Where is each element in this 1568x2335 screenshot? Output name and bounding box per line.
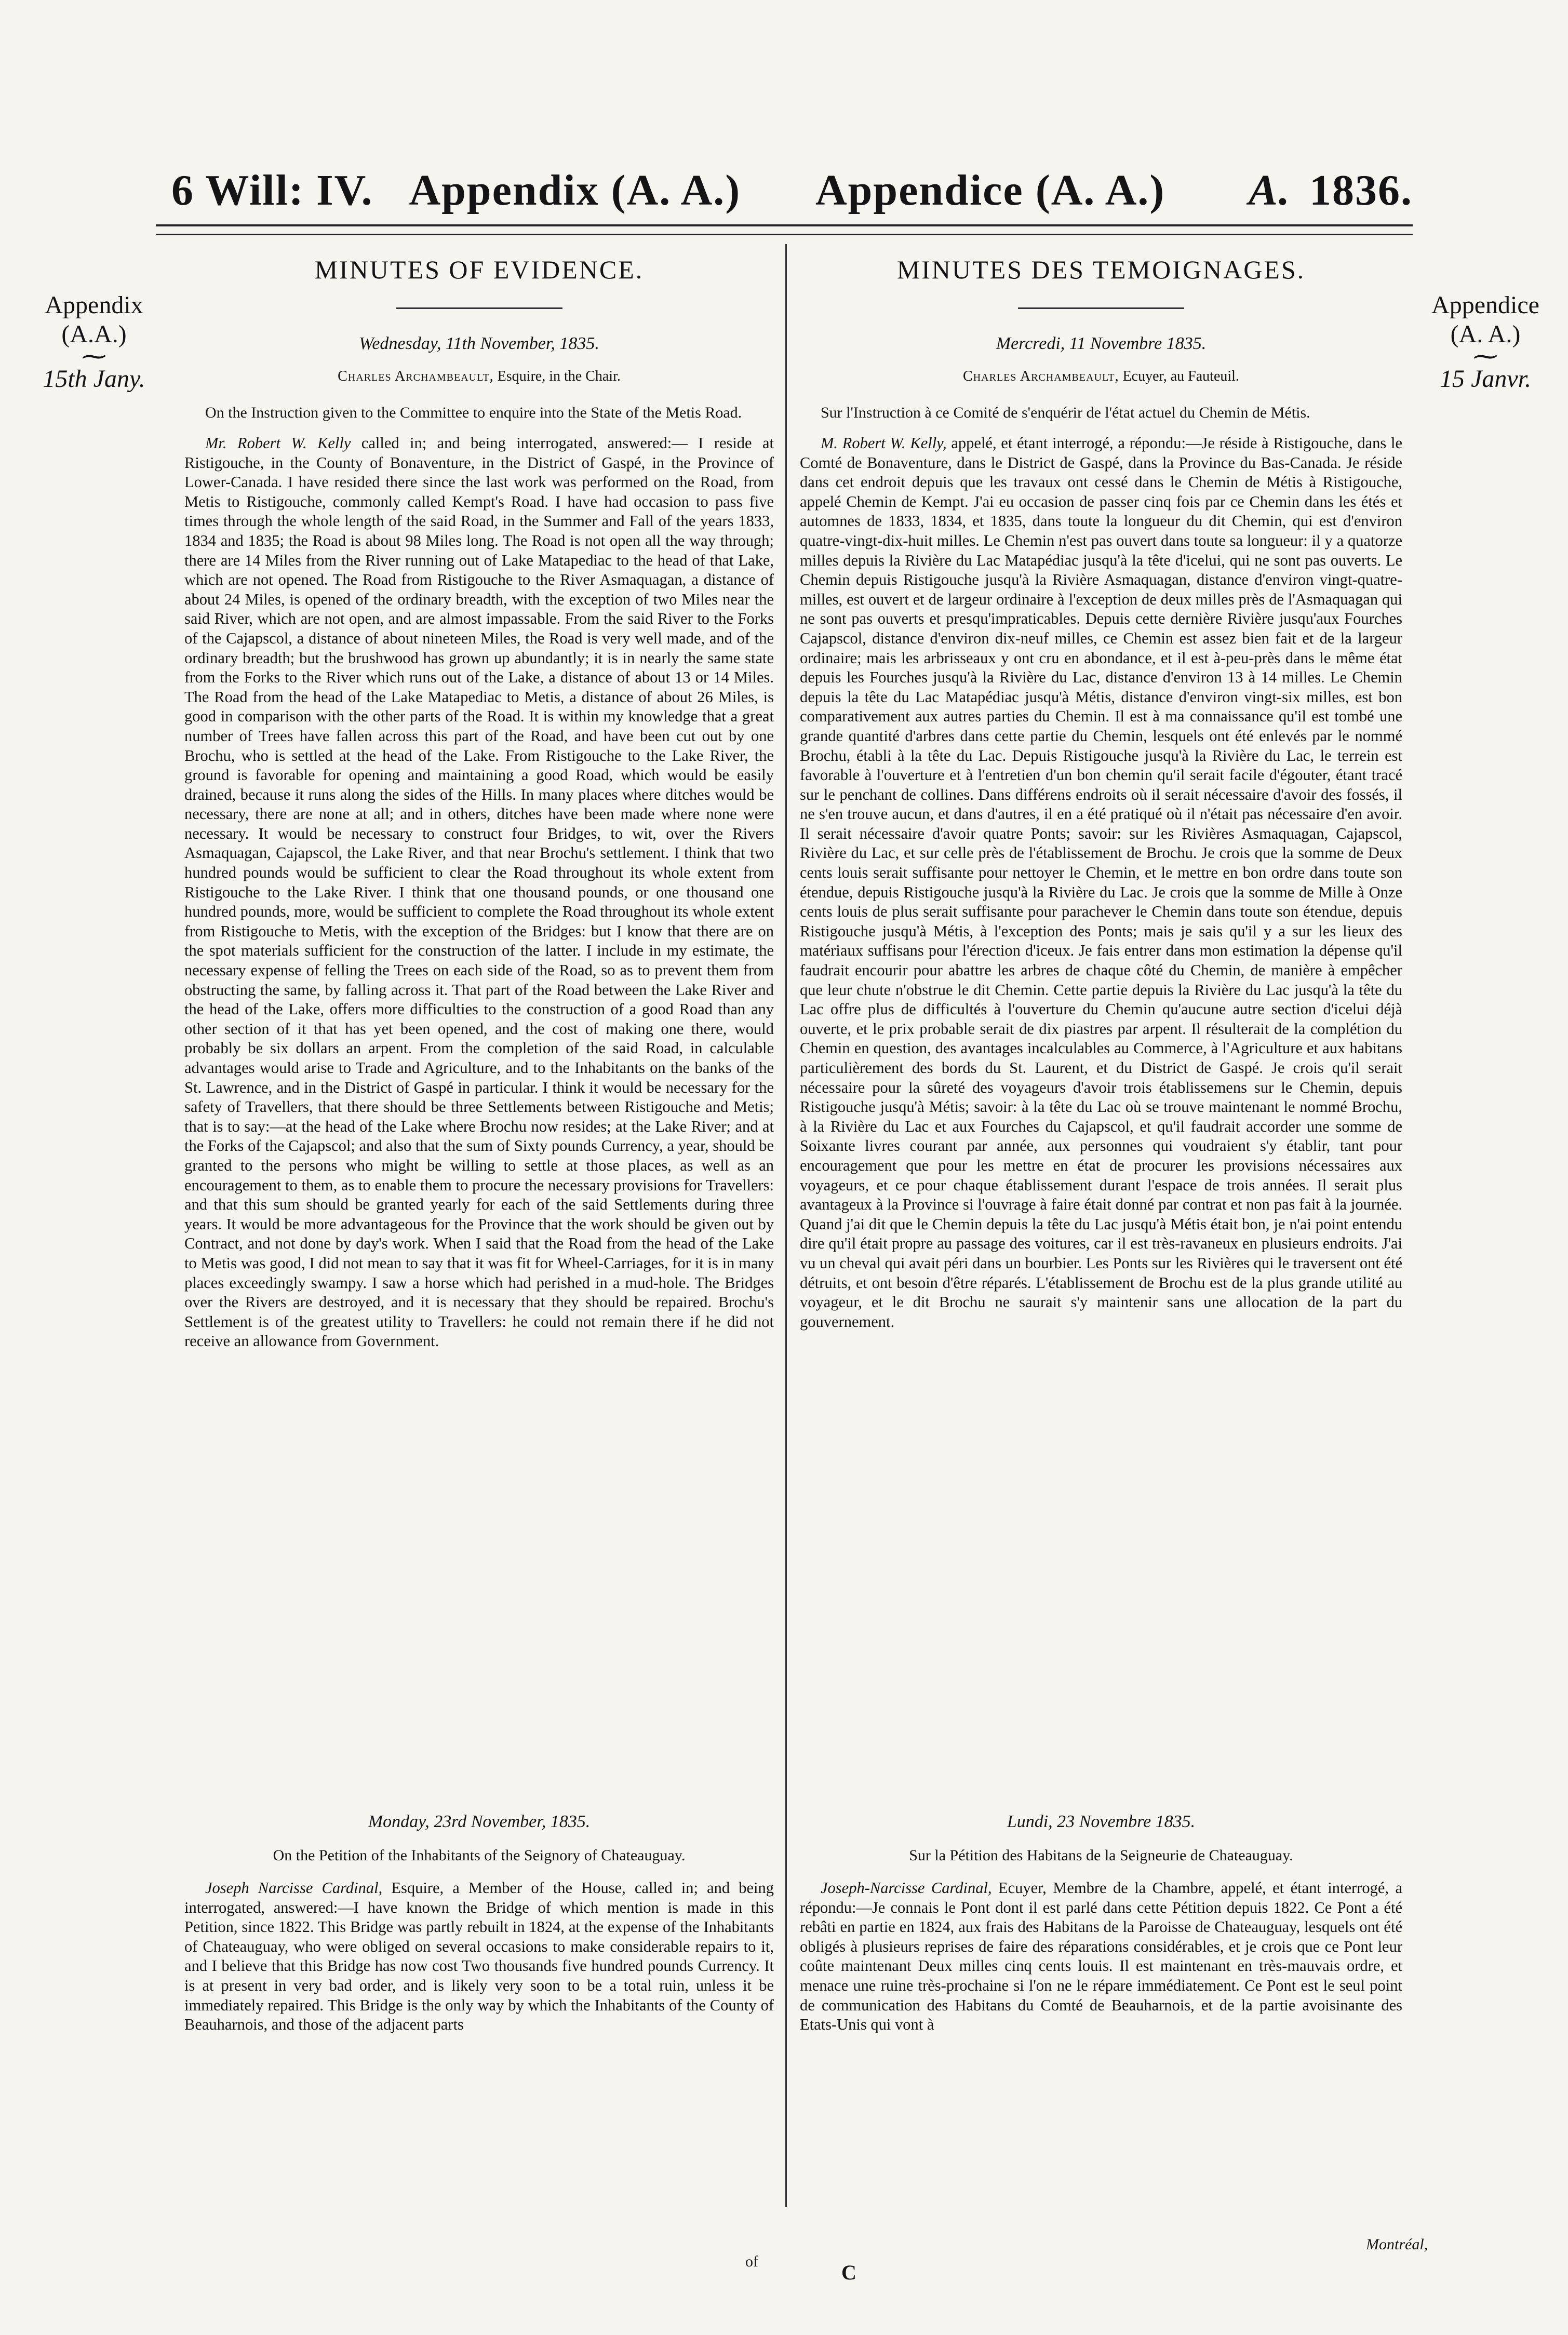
english-chair-line [184, 368, 774, 389]
margin-left-code: (A.A.) [61, 320, 127, 348]
english-catchword: of [745, 2253, 758, 2270]
header-right [815, 165, 1413, 216]
french-petition: Sur la Pétition des Habitans de la Seigneurie de Chateauguay. [909, 1847, 1293, 1864]
english-instruction: On the Instruction given to the Committee to enquire into the State of the Metis Road. [205, 404, 742, 421]
english-chair-role: Esquire, in the Chair. [497, 368, 621, 384]
swash-ornament-icon: ⁓ [82, 343, 106, 370]
header-year-mark: A. [1248, 166, 1291, 214]
margin-left-date: 15th Jany. [43, 365, 145, 393]
english-chair-name: Charles Archambeault, [338, 368, 494, 384]
header-year: 1836. [1309, 166, 1413, 214]
english-witness1: Mr. Robert W. Kelly [205, 434, 351, 452]
french-chair-role: Ecuyer, au Fauteuil. [1122, 368, 1239, 384]
french-evidence2-text: Ecuyer, Membre de la Chambre, appelé, et étant interrogé, a répondu:—Je connais le Pont dont il est parlé dans cette Pétition depuis 1822. Ce Pont a été rebâti en partie en 1824, aux frais des Habitans de la Paroisse de Chateauguay, lesquels ont été obligés à plusieurs reprises de faire des réparations considérables, et je crois que ce Pont leur coûte maintenant Deux milles cinq cents louis. Il est maintenant en très-mauvais ordre, et menace une ruine très-prochaine si l'on ne le répare immédiatement. Ce Pont est le seul point de communication des Habitans du Comté de Beauharnois, et de la partie avoisinante des Etats-Unis qui vont à [800, 1879, 1402, 2034]
english-title: MINUTES OF EVIDENCE. [314, 255, 644, 284]
margin-right-code: (A. A.) [1450, 320, 1521, 348]
margin-note-right [1418, 291, 1553, 394]
english-column [184, 254, 774, 2138]
french-instruction: Sur l'Instruction à ce Comité de s'enquérir de l'état actuel du Chemin de Métis. [821, 404, 1310, 421]
header-appendix-en: Appendix (A. A.) [409, 166, 741, 214]
title-rule [396, 307, 562, 309]
swash-ornament-icon: ⁓ [1473, 343, 1498, 370]
french-evidence2 [800, 1878, 1402, 2035]
margin-right-date: 15 Janvr. [1440, 365, 1531, 393]
english-witness2: Joseph Narcisse Cardinal, [205, 1879, 383, 1897]
header-regnal: 6 Will: IV. [171, 166, 373, 214]
english-evidence2-block [184, 1878, 774, 2138]
french-evidence2-block [800, 1878, 1402, 2138]
french-session1-date: Mercredi, 11 Novembre 1835. [996, 334, 1207, 353]
french-evidence1-block [800, 434, 1402, 1799]
english-evidence1-text: called in; and being interrogated, answered:— I reside at Ristigouche, in the County of Bonaventure, in the District of Gaspé, in the Province of Lower-Canada. I have resided there since the last work was performed on the Road, from Metis to Ristigouche, commonly called Kempt's Road. I have had occasion to pass five times through the whole length of the said Road, in the Summer and Fall of the years 1833, 1834 and 1835; the Road is about 98 Miles long. The Road is not open all the way through; there are 14 Miles from the River running out of Lake Matapediac to the head of that Lake, which are not opened. The Road from Ristigouche to the River Asmaquagan, a distance of about 24 Miles, is opened of the ordinary breadth, with the exception of two Miles near the said River, which are not open, and are almost impassable. From the said River to the Forks of the Cajapscol, a distance of about nineteen Miles, the Road is very well made, and of the ordinary breadth; but the brushwood has grown up abundantly; it is in nearly the same state from the Forks to the River which runs out of the Lake, a distance of about 13 or 14 Miles. The Road from the head of the Lake Matapediac to Metis, a distance of about 26 Miles, is good in comparison with the other parts of the Road. It is within my knowledge that a great number of Trees have fallen across this part of the Road, and have been cut out by one Brochu, who is settled at the head of the Lake. From Ristigouche to the Lake River, the ground is favorable for opening and maintaining a good Road, which would be easily drained, because it runs along the sides of the Hills. In many places where ditches would be necessary, there are none at all; and in others, ditches have been made where none were necessary. It would be necessary to construct four Bridges, to wit, over the Rivers Asmaquagan, Cajapscol, the Lake River, and that near Brochu's settlement. I think that two hundred pounds would be sufficient to clear the Road throughout its whole extent from Ristigouche to the Lake River. I think that one thousand pounds, or one thousand one hundred pounds, more, would be sufficient to complete the Road throughout its whole extent from Ristigouche to Metis, with the exception of the Bridges: but I know that there are on the spot materials sufficient for the construction of the latter. I include in my estimate, the necessary expense of felling the Trees on each side of the Road, so as to prevent them from obstructing the same, by falling across it. That part of the Road between the Lake River and the head of the Lake, offers more difficulties to the construction of a good Road than any other section of it that has yet been opened, and the cost of making one there, would probably be six dollars an arpent. From the completion of the said Road, in calculable advantages would arise to Trade and Agriculture, and to the Inhabitants on the banks of the St. Lawrence, and in the District of Gaspé in particular. I think it would be necessary for the safety of Travellers, that there should be three Settlements between Ristigouche and Metis; that is to say:—at the head of the Lake where Brochu now resides; at the Lake River; and at the Forks of the Cajapscol; and also that the sum of Sixty pounds Currency, a year, should be granted to the persons who might be willing to settle at those places, as well as an encouragement to them, as to enable them to procure the necessary provisions for Travellers: and that this sum should be granted yearly for each of the said Settlements during three years. It would be more advantageous for the Province that the work should be given out by Contract, and not done by day's work. When I said that the Road from the head of the Lake to Metis was good, I did not mean to say that it was fit for Wheel-Carriages, for it is in many places exceedingly swampy. I saw a horse which had perished in a mud-hole. The Bridges over the Rivers are destroyed, and it is necessary that they should be repaired. Brochu's Settlement is of the greatest utility to Travellers: he could not remain there if he did not receive an allowance from Government. [184, 434, 774, 1350]
french-witness2: Joseph-Narcisse Cardinal, [821, 1879, 992, 1897]
english-petition: On the Petition of the Inhabitants of the Seignory of Chateauguay. [273, 1847, 686, 1864]
english-evidence2-text: Esquire, a Member of the House, called in; and being interrogated, answered:—I have known the Bridge of which mention is made in this Petition, since 1822. This Bridge was partly rebuilt in 1824, at the expense of the Inhabitants of Chateauguay, who were obliged on several occasions to make considerable repairs to it, and I believe that this Bridge has now cost Two thousands five hundred pounds Currency. It is at present in very bad order, and is likely very soon to be a total ruin, unless it be immediately repaired. This Bridge is the only way by which the Inhabitants of the County of Beauharnois, and those of the adjacent parts [184, 1879, 774, 2034]
margin-note-left [34, 291, 154, 394]
column-divider [785, 244, 787, 2207]
english-evidence2 [184, 1878, 774, 2035]
french-witness1: M. Robert W. Kelly, [821, 434, 947, 452]
french-title: MINUTES DES TEMOIGNAGES. [896, 255, 1306, 284]
running-header [171, 165, 1413, 222]
french-chair-line [800, 368, 1402, 389]
margin-left-label: Appendix [45, 291, 143, 319]
header-appendix-fr: Appendice (A. A.) [815, 166, 1165, 214]
margin-right-label: Appendice [1431, 291, 1539, 319]
french-chair-name: Charles Archambeault, [963, 368, 1119, 384]
english-session1-date: Wednesday, 11th November, 1835. [359, 334, 599, 353]
title-rule [1018, 307, 1184, 309]
header-rule [156, 224, 1413, 235]
french-evidence1-text: appelé, et étant interrogé, a répondu:—Je réside à Ristigouche, dans le Comté de Bonaventure, dans le District de Gaspé, dans la Province du Bas-Canada. Je réside dans cet endroit depuis que les travaux ont cessé dans le Chemin de Métis à Ristigouche, appelé Chemin de Kempt. J'ai eu occasion de passer cinq fois par ce Chemin dans les étés et automnes de 1833, 1834, et 1835, dans toute la longueur du dit Chemin, qui est d'environ quatre-vingt-dix-huit milles. Le Chemin n'est pas ouvert dans toute sa longueur: il y a quatorze milles depuis la Rivière du Lac Matapédiac jusqu'à la tête d'icelui, qui ne sont pas ouverts. Le Chemin depuis Ristigouche jusqu'à la Rivière Asmaquagan, distance d'environ vingt-quatre-milles, est ouvert et de largeur ordinaire à l'exception de deux milles près de l'Asmaquagan qui ne sont pas ouverts et presqu'impraticables. Depuis cette dernière Rivière jusqu'aux Fourches Cajapscol, distance d'environ dix-neuf milles, ce Chemin est assez bien fait et de la largeur ordinaire; mais les arbrisseaux y ont cru en abondance, et il est à-peu-près dans le même état depuis les Fourches jusqu'à la Rivière du Lac, distance d'environ 13 à 14 milles. Le Chemin depuis la tête du Lac Matapédiac jusqu'à Métis, distance d'environ vingt-six milles, est bon comparativement aux autres parties du Chemin. Il est à ma connaissance qu'il est tombé une grande quantité d'arbres dans cette partie du Chemin, lesquels ont été enlevés par le nommé Brochu, établi à la tête du Lac. Depuis Ristigouche jusqu'à la Rivière du Lac, le terrein est favorable à l'ouverture et à l'entretien d'un bon chemin qu'il serait facile d'égouter, étant tracé sur le penchant de collines. Dans différens endroits où il serait nécessaire d'avoir des fossés, il ne s'en trouve aucun, et dans d'autres, il en a été pratiqué où il n'était pas nécessaire d'en avoir. Il serait nécessaire d'avoir quatre Ponts; savoir: sur les Rivières Asmaquagan, Cajapscol, Rivière du Lac, et sur celle près de l'établissement de Brochu. Je crois que la somme de Deux cents louis serait suffisante pour nettoyer le Chemin, et le mettre en bon ordre dans toute son étendue, depuis Ristigouche jusqu'à la Rivière du Lac. Je crois que la somme de Mille à Onze cents louis de plus serait suffisante pour parachever le Chemin dans toute son étendue, depuis Ristigouche jusqu'à Métis, à l'exception des Ponts; mais je sais qu'il y a sur les lieux des matériaux suffisans pour l'érection d'iceux. Je fais entrer dans mon estimation la dépense qu'il faudrait encourir pour abattre les arbres de chaque côté du Chemin, de manière à empêcher que leur chute n'obstrue le dit Chemin. Cette partie depuis la Rivière du Lac jusqu'à la tête du Lac offre plus de difficultés à l'ouverture du Chemin qu'aucune autre section d'icelui déjà ouverte, et le prix probable serait de dix piastres par arpent. Il résulterait de la complétion du Chemin en question, des avantages incalculables au Commerce, à l'Agriculture et aux habitans particulièrement des bords du St. Laurent, et du District de Gaspé. Je crois qu'il serait nécessaire pour la sûreté des voyageurs d'avoir trois établissemens sur le Chemin, depuis Ristigouche jusqu'à Métis; savoir: à la tête du Lac où se trouve maintenant le nommé Brochu, à la Rivière du Lac et aux Fourches du Cajapscol, et qu'il faudrait accorder une somme de Soixante livres courant par année, aux personnes qui voudraient s'y établir, tant pour encouragement que pour les mettre en état de procurer les provisions nécessaires aux voyageurs, et ce pour chaque établissement durant l'espace de trois années. Il serait plus avantageux à la Province si l'ouvrage à faire était donné par contrat et non pas fait à la journée. Quand j'ai dit que le Chemin depuis la tête du Lac jusqu'à Métis était bon, je n'ai point entendu dire qu'il était propre au passage des voitures, car il est très-ravaneux en plusieurs endroits. J'ai vu un cheval qui avait péri dans un bourbier. Les Ponts sur les Rivières qui le traversent ont été détruits, et ont besoin d'être réparés. L'établissement de Brochu est de la plus grande utilité au voyageur, et le dit Brochu ne saurait s'y maintenir sans une allocation de la part du gouvernement. [800, 434, 1402, 1331]
french-session2-date: Lundi, 23 Novembre 1835. [1007, 1812, 1196, 1831]
header-left [171, 165, 784, 216]
english-evidence1 [184, 434, 774, 1351]
english-evidence1-block [184, 434, 774, 1799]
french-column [800, 254, 1402, 2138]
french-catchword: Montréal, [1366, 2236, 1428, 2253]
english-session2-date: Monday, 23rd November, 1835. [368, 1812, 591, 1831]
signature-mark: C [841, 2261, 856, 2284]
french-evidence1 [800, 434, 1402, 1332]
